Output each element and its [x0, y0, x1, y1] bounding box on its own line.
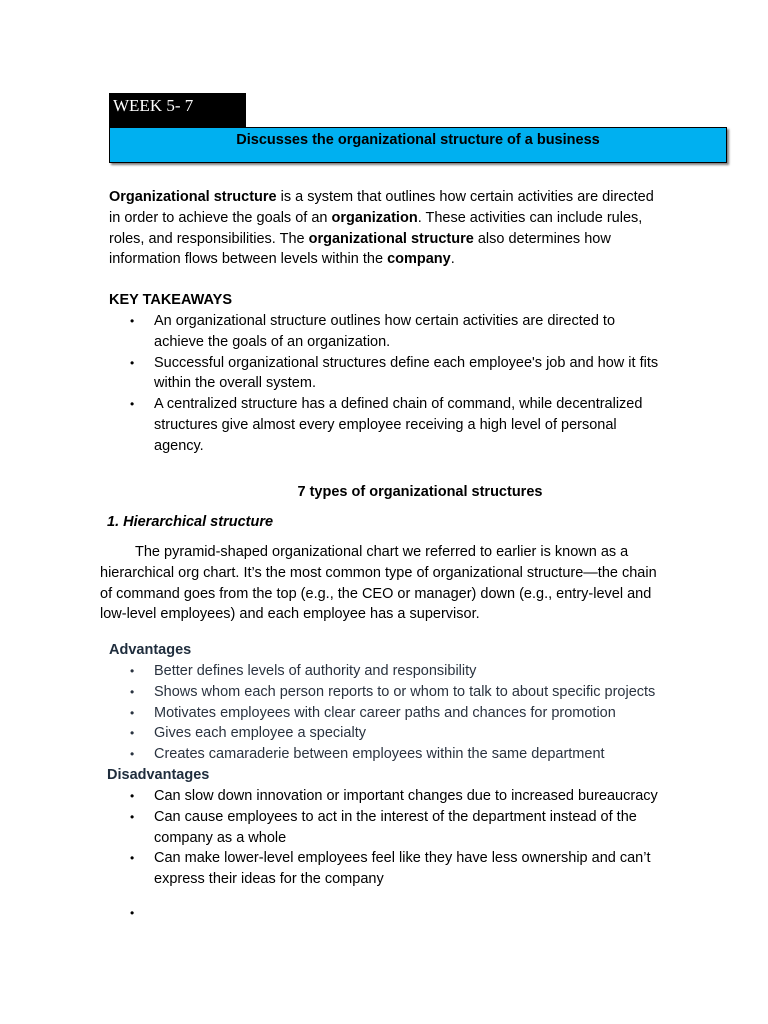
list-item: • Can slow down innovation or important changes due to increased bureaucracy [109, 786, 689, 807]
list-item: • Creates camaraderie between employees within the same department [109, 744, 709, 765]
intro-text: is a system that outlines how certain activities are directed in order to achieve the goals of an [109, 189, 654, 226]
intro-bold-term: organizational structure [308, 230, 474, 247]
advantages-list [109, 661, 709, 765]
topic-banner: Discusses the organizational structure of a business [109, 127, 727, 163]
empty-bullet-list [109, 903, 409, 924]
list-item: • Better defines levels of authority and responsibility [109, 661, 709, 682]
hierarchical-paragraph: The pyramid-shaped organizational chart we referred to earlier is known as a hierarchical org chart. It’s the most common type of organizational structure—the chain of command goes from the top (e.g., the CEO or manager) down (e.g., entry-level and low-level employees) and each employee has a supervisor. [100, 544, 657, 623]
section-heading-hierarchical: 1. Hierarchical structure [107, 514, 274, 530]
disadvantages-list [109, 786, 689, 890]
list-item: • An organizational structure outlines how certain activities are directed to achieve the goals of an organization. [109, 311, 669, 353]
types-title: 7 types of organizational structures [297, 484, 543, 500]
intro-bold-term: organization [331, 209, 418, 226]
intro-paragraph [109, 187, 669, 270]
intro-bold-term: Organizational structure [109, 189, 277, 205]
intro-bold-term: company [387, 251, 451, 268]
key-takeaways-heading: KEY TAKEAWAYS [109, 292, 233, 308]
list-item: • Shows whom each person reports to or whom to talk to about specific projects [109, 682, 709, 703]
key-takeaways-list [109, 311, 669, 457]
advantages-heading: Advantages [109, 642, 192, 658]
intro-text: also determines how information flows between levels within the [109, 230, 611, 268]
intro-text: . [450, 251, 455, 268]
list-item: • Successful organizational structures define each employee's job and how it fits within the overall system. [109, 353, 669, 395]
list-item: • A centralized structure has a defined chain of command, while decentralized structures give almost every employee receiving a high level of personal agency. [109, 394, 669, 456]
list-item: • Can cause employees to act in the interest of the department instead of the company as a whole [109, 807, 689, 849]
week-label: WEEK 5- 7 [109, 93, 246, 127]
disadvantages-heading: Disadvantages [107, 767, 210, 783]
list-item: • Can make lower-level employees feel like they have less ownership and can’t express their ideas for the company [109, 848, 689, 890]
empty-list-item [109, 903, 409, 924]
intro-text: . These activities can include rules, roles, and responsibilities. The [109, 209, 643, 247]
list-item: • Motivates employees with clear career paths and chances for promotion [109, 703, 709, 724]
list-item: • Gives each employee a specialty [109, 723, 709, 744]
